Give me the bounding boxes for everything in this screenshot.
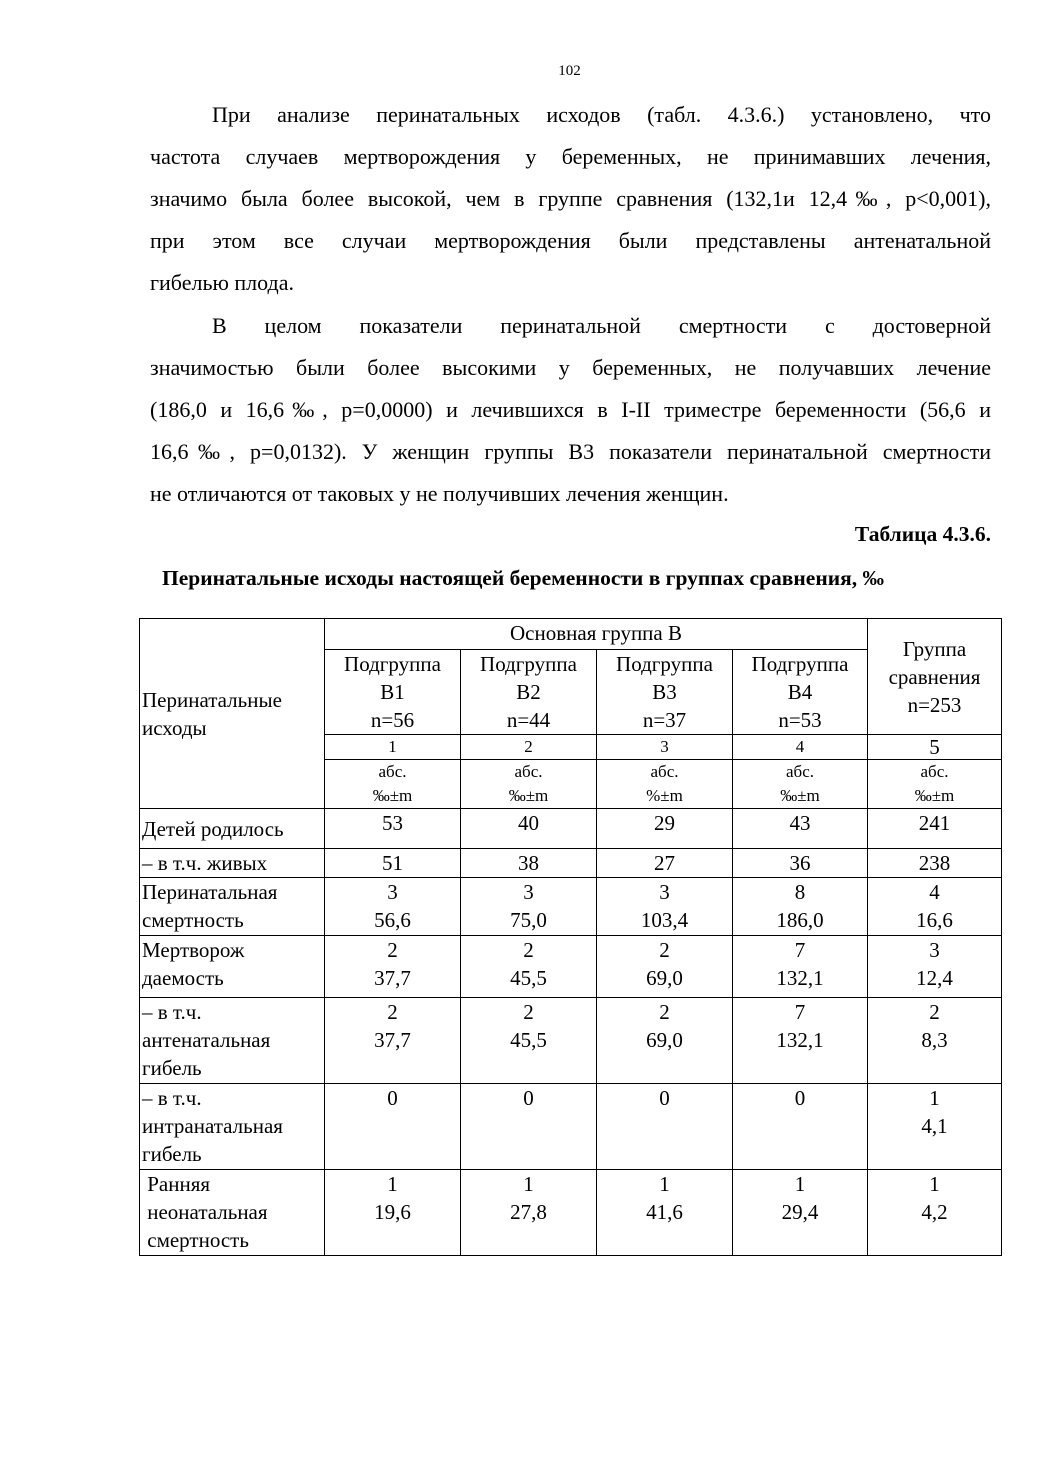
- row-label-line: интранатальная: [142, 1114, 283, 1138]
- value: 2: [523, 1000, 534, 1024]
- value-cell: [733, 849, 868, 878]
- value: 12,4: [916, 966, 953, 990]
- column-number: 4: [733, 735, 868, 760]
- text-line: при этом все случаи мертворождения были представлены антенатальной: [150, 228, 991, 253]
- row-label: [140, 998, 325, 1084]
- value: 75,0: [510, 908, 547, 932]
- value: 4,2: [921, 1200, 948, 1224]
- column-number: 1: [325, 735, 461, 760]
- table-row: [140, 998, 1002, 1084]
- unit-cell: [325, 760, 461, 809]
- unit-cell: [461, 760, 597, 809]
- text-line: При анализе перинатальных исходов (табл. 4.3.6.) установлено, что: [212, 102, 991, 127]
- value: 2: [523, 938, 534, 962]
- value: 132,1: [776, 1028, 824, 1052]
- value-cell: [868, 809, 1002, 849]
- table-row: [140, 1170, 1002, 1256]
- page-number: 102: [558, 63, 581, 79]
- value: 0: [387, 1086, 398, 1110]
- row-label: [140, 878, 325, 936]
- value: 38: [518, 851, 539, 875]
- value-cell: [868, 936, 1002, 998]
- column-number: 3: [597, 735, 733, 760]
- unit-cell: [597, 760, 733, 809]
- value: 3: [659, 880, 670, 904]
- value: 69,0: [646, 1028, 683, 1052]
- main-group-header: [325, 619, 868, 650]
- text-line: гибелью плода.: [150, 270, 294, 295]
- unit-abs: абс.: [514, 762, 543, 781]
- subgroup-header-В1: [325, 650, 461, 735]
- value-cell: [325, 998, 461, 1084]
- text-line: (186,0 и 16,6‰, p=0,0000) и лечившихся в I-II триместре беременности (56,6 и: [150, 397, 991, 422]
- value-cell: [325, 936, 461, 998]
- value: 1: [929, 1086, 940, 1110]
- row-label: [140, 1084, 325, 1170]
- row-label: [140, 936, 325, 998]
- comparison-name-2: сравнения: [888, 664, 981, 689]
- value-cell: [733, 878, 868, 936]
- value: 7: [794, 1000, 806, 1024]
- unit-abs: абс.: [920, 762, 949, 781]
- row-header-cell: [140, 619, 325, 809]
- row-label-line: Мертворож: [142, 938, 245, 962]
- value-cell: [597, 849, 733, 878]
- value-cell: [597, 809, 733, 849]
- value: 16,6: [916, 908, 953, 932]
- text-line: не отличаются от таковых у не получивших лечения женщин.: [150, 481, 729, 506]
- value-cell: [461, 849, 597, 878]
- row-label-line: – в т.ч. живых: [142, 851, 268, 875]
- table-row: [140, 1084, 1002, 1170]
- value-cell: [733, 1084, 868, 1170]
- main-group-label: Основная группа В: [510, 621, 682, 645]
- text-line: 16,6‰, p=0,0132). У женщин группы В3 показатели перинатальной смертности: [150, 439, 991, 464]
- value: 0: [794, 1086, 806, 1110]
- subgroup-header-В2: [461, 650, 597, 735]
- value-cell: [461, 998, 597, 1084]
- value: 186,0: [776, 908, 824, 932]
- value-cell: [461, 1170, 597, 1256]
- header-row: [140, 619, 1002, 650]
- value: 45,5: [510, 1028, 547, 1052]
- value: 51: [382, 851, 403, 875]
- unit-permille: ‰±m: [914, 786, 955, 805]
- value: 1: [929, 1172, 940, 1196]
- value: 4,1: [921, 1114, 948, 1138]
- column-number: 2: [461, 735, 597, 760]
- table-number: Таблица 4.3.6.: [854, 522, 991, 546]
- value: 40: [518, 811, 539, 835]
- subgroup-name: Подгруппа: [480, 652, 577, 676]
- row-label-line: смертность: [142, 908, 244, 932]
- subgroup-code: В3: [652, 680, 677, 704]
- value-cell: [597, 878, 733, 936]
- row-label-line: гибель: [142, 1142, 202, 1166]
- value: 27: [654, 851, 675, 875]
- row-label-line: – в т.ч.: [142, 1000, 202, 1024]
- row-label-line: гибель: [142, 1056, 202, 1080]
- comparison-n: n=253: [907, 692, 962, 717]
- value: 1: [387, 1172, 398, 1196]
- value: 3: [929, 938, 940, 962]
- value-cell: [461, 809, 597, 849]
- unit-abs: абс.: [378, 762, 407, 781]
- value: 2: [387, 1000, 398, 1024]
- value-cell: [461, 878, 597, 936]
- comparison-name: Группа: [902, 636, 967, 661]
- value-cell: [325, 1084, 461, 1170]
- value-cell: [461, 936, 597, 998]
- unit-permille: ‰±m: [780, 786, 820, 805]
- value-cell: [733, 1170, 868, 1256]
- value-cell: [597, 936, 733, 998]
- value: 2: [659, 1000, 670, 1024]
- unit-cell: [733, 760, 868, 809]
- subgroup-name: Подгруппа: [616, 652, 713, 676]
- unit-permille: ‰±m: [508, 786, 549, 805]
- value-cell: [597, 1170, 733, 1256]
- row-label-line: Детей родилось: [142, 816, 284, 841]
- value: 1: [659, 1172, 670, 1196]
- subgroup-header-В4: [733, 650, 868, 735]
- value: 241: [918, 811, 951, 835]
- value-cell: [733, 809, 868, 849]
- value: 43: [789, 811, 811, 835]
- value-cell: [325, 809, 461, 849]
- text-line: значимо была более высокой, чем в группе сравнения (132,1и 12,4‰, p<0,001),: [150, 186, 991, 211]
- value-cell: [868, 849, 1002, 878]
- table-row: [140, 809, 1002, 849]
- row-label: [140, 849, 325, 878]
- value: 27,8: [510, 1200, 547, 1224]
- unit-permille: ‰±m: [372, 786, 413, 805]
- column-number: 5: [868, 735, 1002, 760]
- table-row: [140, 849, 1002, 878]
- value-cell: [325, 878, 461, 936]
- row-label-line: антенатальная: [142, 1028, 271, 1052]
- value: 37,7: [374, 1028, 411, 1052]
- unit-abs: абс.: [786, 762, 814, 781]
- value: 0: [523, 1086, 534, 1110]
- outcomes-table: [139, 618, 1002, 1256]
- subgroup-code: В1: [380, 680, 405, 704]
- value: 8,3: [921, 1028, 948, 1052]
- value: 0: [659, 1086, 670, 1110]
- subgroup-code: В4: [787, 680, 813, 704]
- value: 45,5: [510, 966, 547, 990]
- value: 3: [523, 880, 534, 904]
- value: 36: [789, 851, 811, 875]
- unit-permille: %±m: [646, 786, 683, 805]
- comparison-header: [868, 619, 1002, 735]
- row-label: [140, 1170, 325, 1256]
- value: 2: [929, 1000, 940, 1024]
- value: 37,7: [374, 966, 411, 990]
- value: 41,6: [646, 1200, 683, 1224]
- subgroup-n: n=44: [506, 708, 551, 732]
- value-cell: [597, 1084, 733, 1170]
- text-line: В целом показатели перинатальной смертности с достоверной: [212, 313, 991, 338]
- table-row: [140, 936, 1002, 998]
- value: 8: [794, 880, 806, 904]
- text-line: частота случаев мертворождения у беременных, не принимавших лечения,: [150, 144, 991, 169]
- value: 2: [387, 938, 398, 962]
- unit-cell: [868, 760, 1002, 809]
- value-cell: [868, 1084, 1002, 1170]
- value: 4: [929, 880, 940, 904]
- value: 29,4: [781, 1200, 819, 1224]
- value-cell: [325, 1170, 461, 1256]
- table-row: [140, 878, 1002, 936]
- value: 3: [387, 880, 398, 904]
- value: 56,6: [374, 908, 411, 932]
- value-cell: [868, 878, 1002, 936]
- row-label-line: Ранняя: [142, 1172, 211, 1196]
- value-cell: [868, 998, 1002, 1084]
- value: 29: [654, 811, 675, 835]
- subgroup-name: Подгруппа: [751, 652, 849, 676]
- paragraph-2: [150, 305, 991, 515]
- row-header-label: Перинатальные исходы: [142, 687, 282, 740]
- row-label-line: – в т.ч.: [142, 1086, 202, 1110]
- text-line: значимостью были более высокими у беременных, не получавших лечение: [150, 355, 991, 380]
- table-caption: Перинатальные исходы настоящей беременности в группах сравнения, ‰: [162, 566, 884, 590]
- paragraph-1: [150, 94, 991, 304]
- value: 7: [794, 938, 806, 962]
- value-cell: [461, 1084, 597, 1170]
- table-body: [140, 619, 1002, 1256]
- value: 1: [523, 1172, 534, 1196]
- value: 132,1: [776, 966, 824, 990]
- unit-abs: абс.: [650, 762, 679, 781]
- subgroup-name: Подгруппа: [344, 652, 441, 676]
- value: 19,6: [374, 1200, 411, 1224]
- value: 1: [794, 1172, 806, 1196]
- value-cell: [325, 849, 461, 878]
- row-label-line: даемость: [142, 966, 224, 990]
- subgroup-n: n=56: [370, 708, 415, 732]
- subgroup-n: n=37: [642, 708, 687, 732]
- value: 238: [918, 851, 951, 875]
- subgroup-code: В2: [516, 680, 541, 704]
- value-cell: [597, 998, 733, 1084]
- value-cell: [868, 1170, 1002, 1256]
- value: 53: [382, 811, 403, 835]
- value-cell: [733, 998, 868, 1084]
- row-label: [140, 809, 325, 849]
- subgroup-header-В3: [597, 650, 733, 735]
- row-label-line: неонатальная: [142, 1200, 268, 1224]
- value: 2: [659, 938, 670, 962]
- subgroup-n: n=53: [778, 708, 822, 732]
- value: 69,0: [646, 966, 683, 990]
- value: 103,4: [640, 908, 689, 932]
- value-cell: [733, 936, 868, 998]
- row-label-line: смертность: [142, 1228, 249, 1252]
- row-label-line: Перинатальная: [142, 880, 278, 904]
